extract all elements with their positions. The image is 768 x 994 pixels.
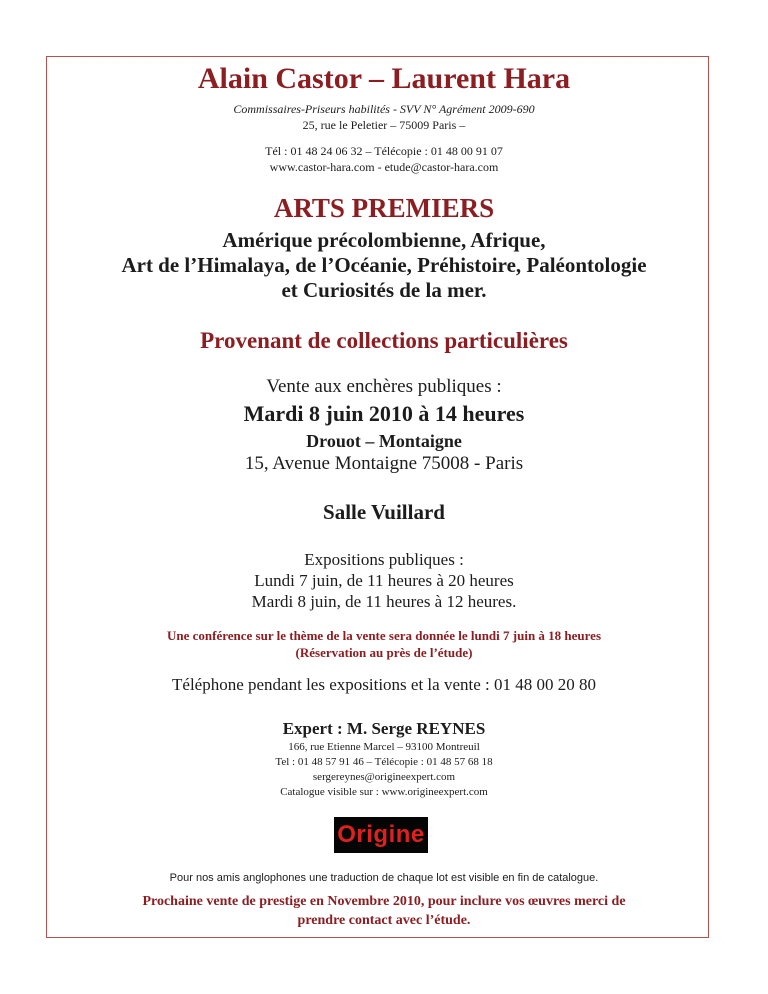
expert-email: sergereynes@origineexpert.com (312, 771, 456, 783)
english-note: Pour nos amis anglophones une traduction de chaque lot est visible en fin de catalogue. (169, 872, 599, 884)
conference-line-2: (Réservation au près de l’étude) (295, 645, 473, 660)
footer-line-2: prendre contact avec l’étude. (297, 913, 471, 928)
sale-subtitle-line-3: et Curiosités de la mer. (281, 278, 487, 302)
exhibitions-label: Expositions publiques : (304, 550, 464, 569)
auctioneer-title: Alain Castor – Laurent Hara (197, 62, 571, 95)
auction-address: 15, Avenue Montaigne 75008 - Paris (244, 453, 524, 474)
provenance-line: Provenant de collections particulières (200, 328, 568, 353)
origine-logo (334, 817, 428, 853)
sale-subtitle-line-1: Amérique précolombienne, Afrique, (222, 228, 546, 252)
agreement-line: Commissaires-Priseurs habilités - SVV N° Agrément 2009-690 (233, 102, 535, 116)
auctioneer-address: 25, rue le Peletier – 75009 Paris – (302, 118, 466, 132)
sale-heading: ARTS PREMIERS (273, 193, 495, 223)
sale-subtitle-line-2: Art de l’Himalaya, de l’Océanie, Préhistoire, Paléontologie (121, 253, 647, 277)
auction-venue: Drouot – Montaigne (306, 431, 462, 451)
page-border (46, 56, 709, 938)
auction-label: Vente aux enchères publiques : (266, 376, 502, 397)
expert-catalogue: Catalogue visible sur : www.origineexpert.com (280, 786, 488, 798)
auctioneer-web-email: www.castor-hara.com - etude@castor-hara.com (269, 160, 499, 174)
footer-line-1: Prochaine vente de prestige en Novembre 2010, pour inclure vos œuvres merci de (142, 894, 626, 909)
expert-name: Expert : M. Serge REYNES (282, 719, 486, 738)
expert-phone-fax: Tel : 01 48 57 91 46 – Télécopie : 01 48 57 68 18 (275, 756, 493, 768)
conference-line-1: Une conférence sur le thème de la vente sera donnée le lundi 7 juin à 18 heures (166, 628, 602, 643)
expert-address: 166, rue Etienne Marcel – 93100 Montreuil (288, 741, 480, 753)
auction-date: Mardi 8 juin 2010 à 14 heures (243, 401, 525, 426)
exhibition-day-2: Mardi 8 juin, de 11 heures à 12 heures. (251, 592, 517, 611)
exhibition-day-1: Lundi 7 juin, de 11 heures à 20 heures (254, 571, 514, 590)
phone-during-sale: Téléphone pendant les expositions et la vente : 01 48 00 20 80 (172, 675, 596, 694)
origine-logo-text: Origine (337, 821, 425, 848)
auctioneer-phone-fax: Tél : 01 48 24 06 32 – Télécopie : 01 48 00 91 07 (265, 144, 503, 158)
auction-room: Salle Vuillard (323, 500, 445, 524)
